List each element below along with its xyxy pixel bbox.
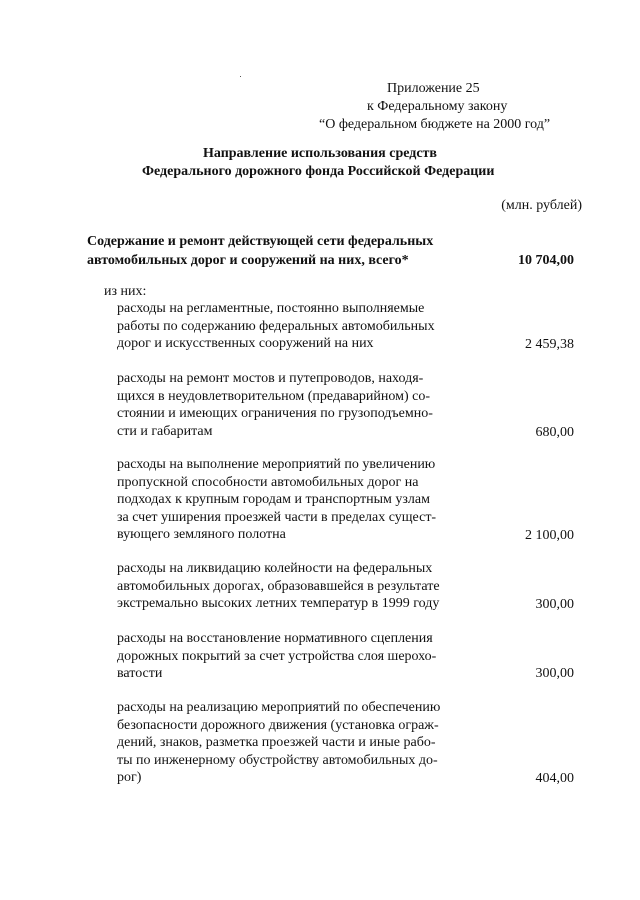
main-expense-total: 10 704,00 xyxy=(518,253,574,268)
expense-item-line: безопасности дорожного движения (установка ограж- xyxy=(117,717,439,733)
expense-item-value: 2 100,00 xyxy=(525,528,574,543)
expense-item-line: щихся в неудовлетворительном (предаварийном) со- xyxy=(117,388,431,404)
expense-item-line: дорожных покрытий за счет устройства слоя шерохо- xyxy=(117,648,437,664)
expense-item xyxy=(117,630,477,683)
expense-item xyxy=(117,699,477,787)
main-expense-label-line2: автомобильных дорог и сооружений на них, всего* xyxy=(87,253,409,268)
appendix-law-title: “О федеральном бюджете на 2000 год” xyxy=(319,117,551,132)
main-expense-label-line1: Содержание и ремонт действующей сети федеральных xyxy=(87,234,434,249)
expense-item-line: расходы на ликвидацию колейности на федеральных xyxy=(117,561,433,576)
expense-item-line: ватости xyxy=(117,666,163,681)
scan-speck xyxy=(240,76,241,77)
expense-item-line: дений, знаков, разметка проезжей части и иные рабо- xyxy=(117,735,436,750)
expense-item-line: пропускной способности автомобильных дорог на xyxy=(117,474,419,490)
expense-item-line: расходы на восстановление нормативного сцепления xyxy=(117,631,433,646)
expense-item-line: расходы на регламентные, постоянно выполняемые xyxy=(117,301,425,316)
document-title-line2: Федерального дорожного фонда Российской Федерации xyxy=(142,164,495,179)
expense-item xyxy=(117,560,477,613)
expense-item xyxy=(117,456,477,544)
expense-item-line: расходы на реализацию мероприятий по обеспечению xyxy=(117,700,441,715)
expense-item-value: 300,00 xyxy=(535,666,574,681)
expense-item-line: ты по инженерному обустройству автомобильных до- xyxy=(117,752,438,768)
expense-item-line: работы по содержанию федеральных автомобильных xyxy=(117,318,435,334)
expense-item-line: расходы на выполнение мероприятий по увеличению xyxy=(117,457,436,472)
expense-item-line: за счет уширения проезжей части в пределах сущест- xyxy=(117,509,437,525)
expense-item-value: 404,00 xyxy=(535,771,574,786)
expense-item-line: расходы на ремонт мостов и путепроводов, находя- xyxy=(117,371,424,386)
appendix-law-reference: к Федеральному закону xyxy=(367,99,508,114)
expense-item xyxy=(117,370,477,440)
main-expense-label xyxy=(87,232,477,270)
expense-item-value: 2 459,38 xyxy=(525,337,574,352)
expense-item-line: вующего земляного полотна xyxy=(117,527,286,542)
document-title-line1: Направление использования средств xyxy=(203,146,437,161)
expense-item-line: рог) xyxy=(117,770,142,785)
appendix-number: Приложение 25 xyxy=(387,81,480,96)
units-label: (млн. рублей) xyxy=(501,198,582,213)
subitems-heading: из них: xyxy=(104,284,147,299)
expense-item-line: сти и габаритам xyxy=(117,423,213,439)
expense-item-line: автомобильных дорогах, образовавшейся в результате xyxy=(117,578,440,594)
expense-item xyxy=(117,300,477,353)
expense-item-line: дорог и искусственных сооружений на них xyxy=(117,336,374,351)
expense-item-line: экстремально высоких летних температур в 1999 году xyxy=(117,596,440,611)
expense-item-value: 300,00 xyxy=(535,597,574,612)
expense-item-line: подходах к крупным городам и транспортным узлам xyxy=(117,492,430,507)
expense-item-value: 680,00 xyxy=(535,425,574,440)
expense-item-line: стоянии и имеющих ограничения по грузоподъемно- xyxy=(117,406,433,421)
